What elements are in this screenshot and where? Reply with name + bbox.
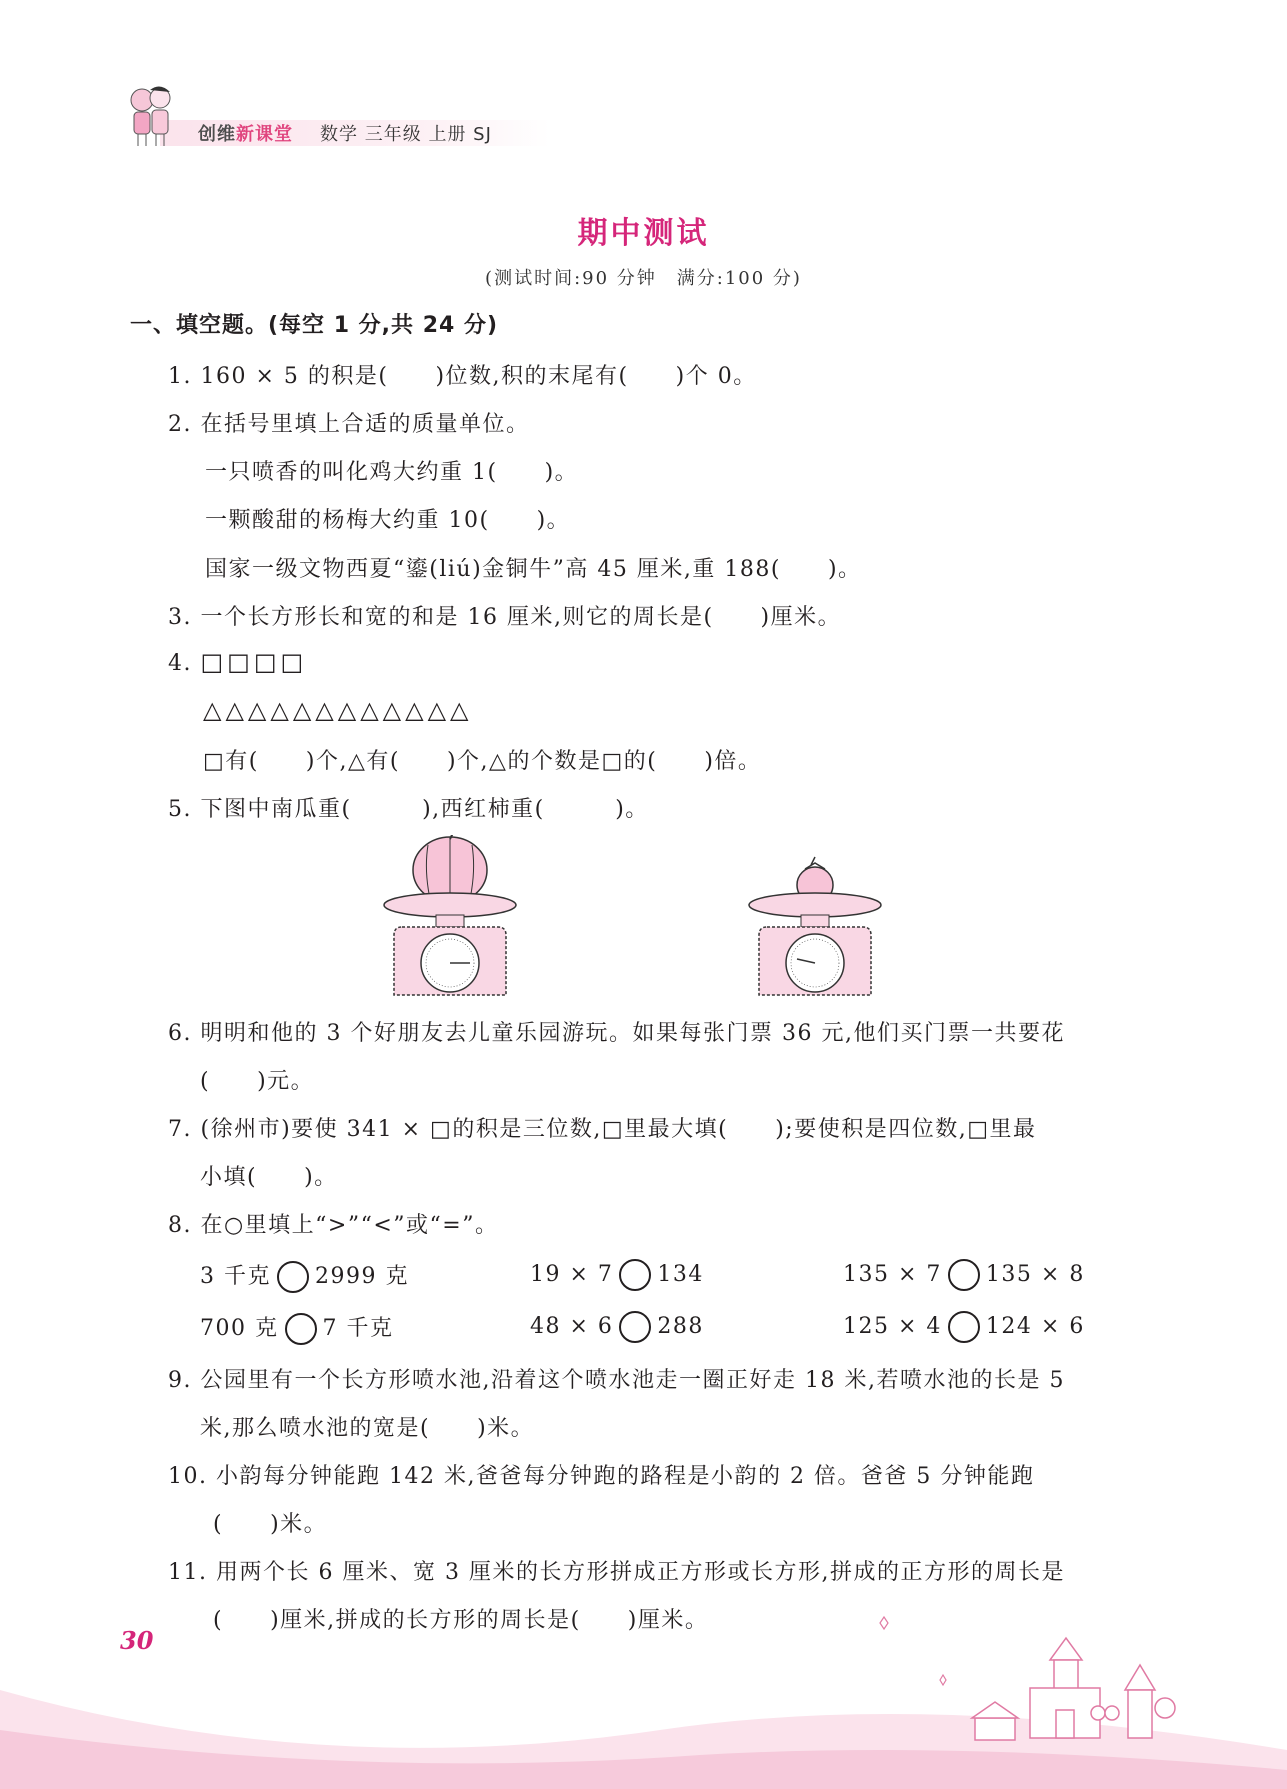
compare-item (200, 1311, 394, 1345)
compare-circle[interactable] (619, 1311, 651, 1343)
compare-item (530, 1259, 704, 1291)
compare-circle[interactable] (285, 1313, 317, 1345)
question-2: 2. 在括号里填上合适的质量单位。 (168, 412, 530, 437)
compare-right: 124 × 6 (985, 1314, 1085, 1339)
question-1: 1. 160 × 5 的积是( )位数,积的末尾有( )个 0。 (168, 364, 757, 389)
compare-left: 125 × 4 (843, 1314, 942, 1339)
question-10a: 10. 小韵每分钟能跑 142 米,爸爸每分钟跑的路程是小韵的 2 倍。爸爸 5 分钟能跑 (168, 1464, 1035, 1489)
compare-left: 3 千克 (200, 1264, 271, 1289)
question-9a: 9. 公园里有一个长方形喷水池,沿着这个喷水池走一圈正好走 18 米,若喷水池的长是 5 (168, 1368, 1065, 1393)
kids-illustration (120, 80, 180, 148)
question-4-text: □有( )个,△有( )个,△的个数是□的( )倍。 (203, 749, 762, 774)
question-8: 8. 在○里填上“>”“<”或“=”。 (168, 1213, 499, 1238)
question-4 (168, 648, 307, 676)
squares-row: □□□□ (200, 648, 308, 676)
compare-item (843, 1311, 1085, 1343)
page-number: 30 (120, 1626, 154, 1655)
tomato-scale (749, 857, 881, 995)
footer-decoration (0, 1580, 1287, 1789)
question-6a: 6. 明明和他的 3 个好朋友去儿童乐园游玩。如果每张门票 36 元,他们买门票一共要花 (168, 1021, 1065, 1046)
question-9b: 米,那么喷水池的宽是( )米。 (200, 1416, 535, 1441)
compare-item (200, 1259, 409, 1293)
question-2b: 一颗酸甜的杨梅大约重 10( )。 (205, 508, 571, 533)
compare-left: 19 × 7 (530, 1262, 614, 1287)
compare-left: 700 克 (200, 1316, 279, 1341)
compare-right: 134 (657, 1262, 704, 1287)
compare-right: 288 (657, 1314, 704, 1339)
question-5: 5. 下图中南瓜重( ),西红柿重( )。 (168, 797, 649, 822)
compare-right: 7 千克 (322, 1316, 394, 1341)
pumpkin-scale (384, 835, 516, 995)
castle-icon (972, 1638, 1175, 1740)
compare-circle[interactable] (948, 1259, 980, 1291)
compare-left: 135 × 7 (843, 1262, 942, 1287)
question-10b: ( )米。 (213, 1512, 328, 1537)
compare-right: 135 × 8 (985, 1262, 1085, 1287)
question-3: 3. 一个长方形长和宽的和是 16 厘米,则它的周长是( )厘米。 (168, 605, 842, 630)
question-7b: 小填( )。 (200, 1165, 338, 1190)
compare-circle[interactable] (619, 1259, 651, 1291)
brand-plain: 创维 (198, 124, 236, 145)
compare-right: 2999 克 (315, 1264, 409, 1289)
brand-name (198, 120, 293, 146)
sparkle-icon (880, 1617, 946, 1685)
triangles-row: △△△△△△△△△△△△ (203, 696, 473, 724)
book-subject: 数学 三年级 上册 SJ (320, 124, 492, 145)
compare-item (530, 1311, 704, 1343)
compare-left: 48 × 6 (530, 1314, 614, 1339)
test-info: (测试时间:90 分钟 满分:100 分) (485, 268, 802, 289)
page-header (120, 80, 550, 150)
question-11b: ( )厘米,拼成的长方形的周长是( )厘米。 (213, 1608, 709, 1633)
question-2c: 国家一级文物西夏“鎏(liú)金铜牛”高 45 厘米,重 188( )。 (205, 557, 862, 582)
compare-item (843, 1259, 1085, 1291)
compare-circle[interactable] (277, 1261, 309, 1293)
page-title: 期中测试 (577, 216, 710, 251)
brand-accent: 新课堂 (236, 124, 293, 145)
question-7a: 7. (徐州市)要使 341 × □的积是三位数,□里最大填( );要使积是四位数,□里最 (168, 1117, 1037, 1142)
question-6b: ( )元。 (200, 1069, 315, 1094)
section-heading: 一、填空题。(每空 1 分,共 24 分) (130, 313, 499, 338)
compare-circle[interactable] (948, 1311, 980, 1343)
question-11a: 11. 用两个长 6 厘米、宽 3 厘米的长方形拼成正方形或长方形,拼成的正方形的周长是 (168, 1560, 1065, 1585)
scales-illustration (380, 835, 900, 1000)
question-2a: 一只喷香的叫化鸡大约重 1( )。 (205, 460, 579, 485)
question-4-number: 4. (168, 651, 192, 676)
